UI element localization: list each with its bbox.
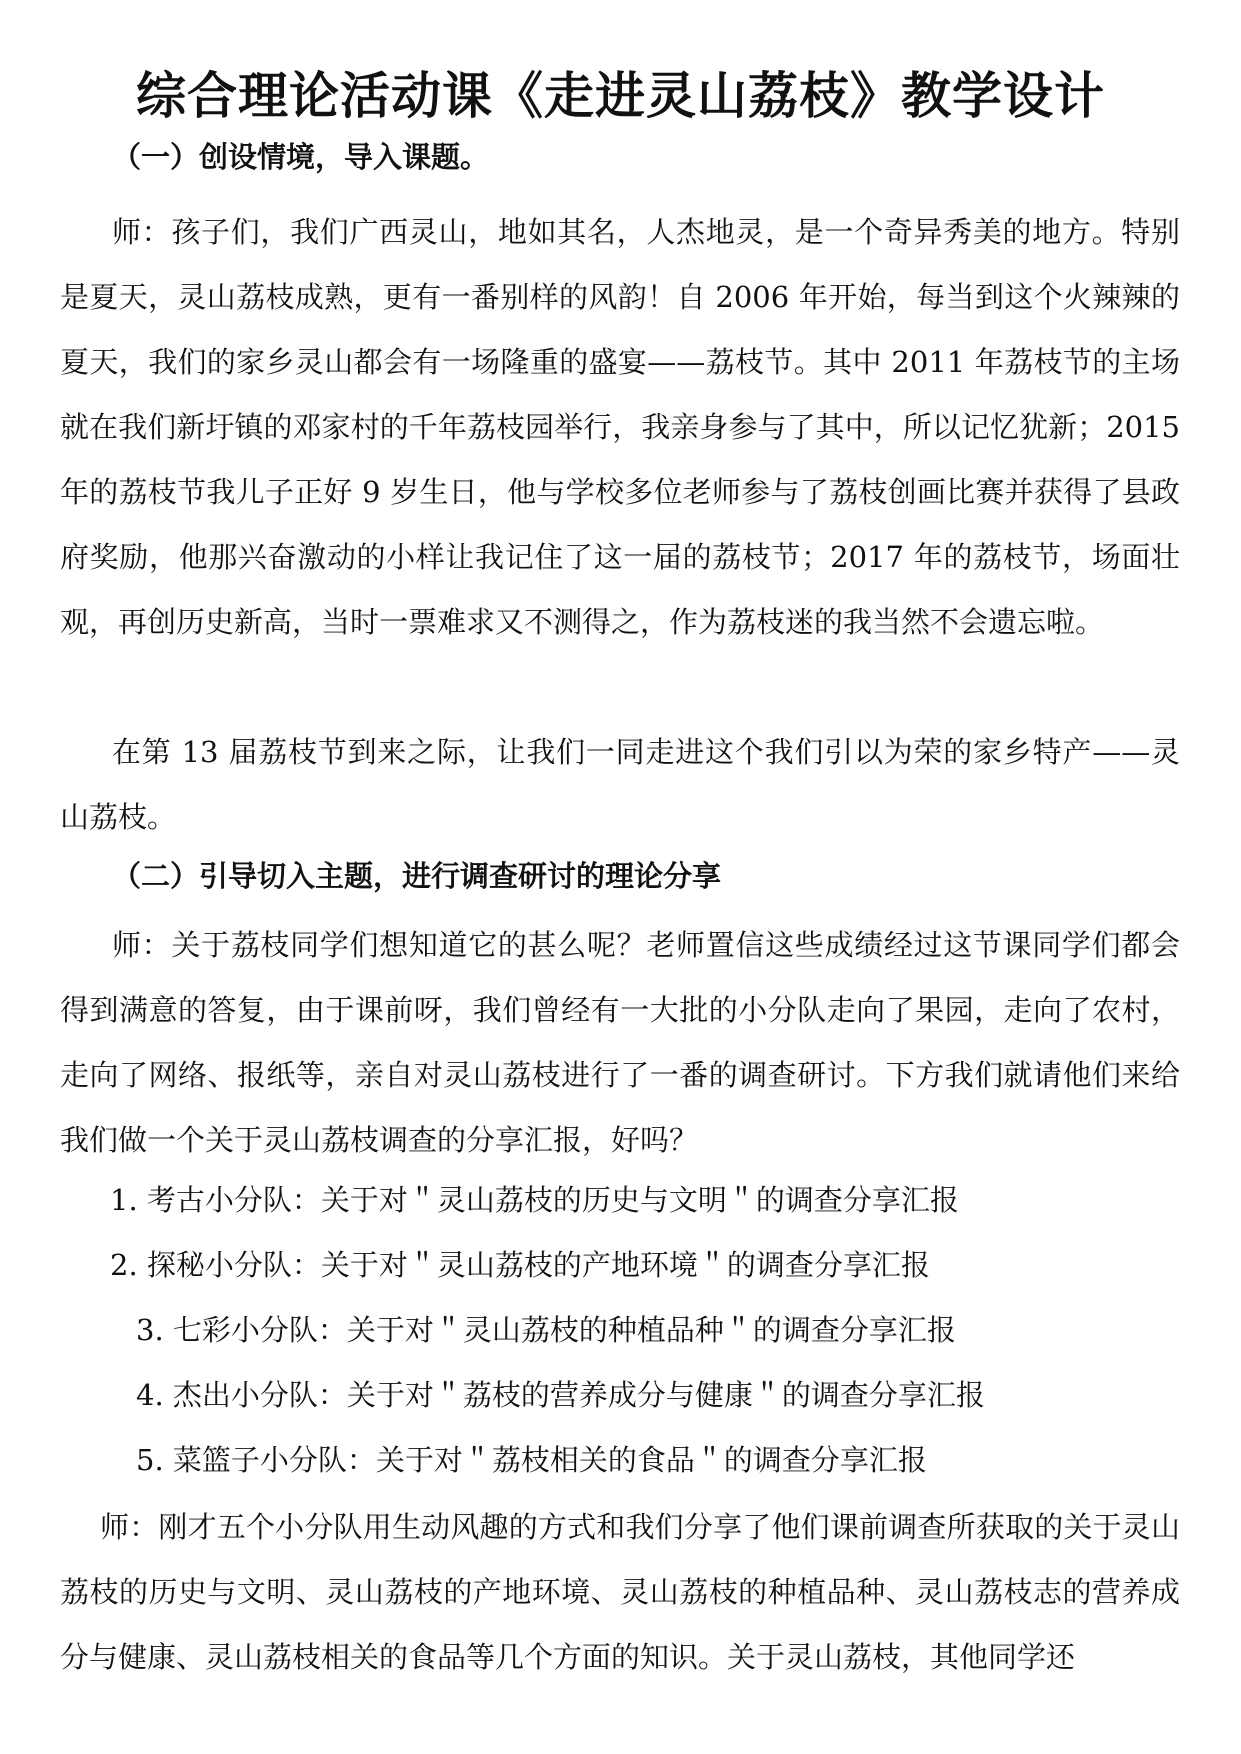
list-item: 5. 菜篮子小分队：关于对＂荔枝相关的食品＂的调查分享汇报	[136, 1443, 927, 1477]
section-1-paragraph-2: 在第 13 届荔枝节到来之际，让我们一同走进这个我们引以为荣的家乡特产——灵山荔枝。	[60, 735, 1180, 834]
list-item: 3. 七彩小分队：关于对＂灵山荔枝的种植品种＂的调查分享汇报	[136, 1313, 956, 1347]
section-2-intro: 师：关于荔枝同学们想知道它的甚么呢？老师置信这些成绩经过这节课同学们都会得到满意的答复，由于课前呀，我们曾经有一大批的小分队走向了果园，走向了农村，走向了网络、报纸等，亲自对灵山荔枝进行了一番的调查研讨。下方我们就请他们来给我们做一个关于灵山荔枝调查的分享汇报，好吗？	[60, 928, 1180, 1157]
section-1-heading: （一）创设情境，导入课题。	[112, 140, 490, 174]
section-2-closing: 师：刚才五个小分队用生动风趣的方式和我们分享了他们课前调查所获取的关于灵山荔枝的历史与文明、灵山荔枝的产地环境、灵山荔枝的种植品种、灵山荔枝志的营养成分与健康、灵山荔枝相关的食品等几个方面的知识。关于灵山荔枝，其他同学还	[60, 1510, 1180, 1674]
list-item: 4. 杰出小分队：关于对＂荔枝的营养成分与健康＂的调查分享汇报	[136, 1378, 985, 1412]
section-1-paragraph-1: 师：孩子们，我们广西灵山，地如其名，人杰地灵，是一个奇异秀美的地方。特别是夏天，灵山荔枝成熟，更有一番别样的风韵！自 2006 年开始，每当到这个火辣辣的夏天，我们的家乡灵山都会有一场隆重的盛宴——荔枝节。其中 2011 年荔枝节的主场就在我们新圩镇的邓家村的千年荔枝园举行，我亲身参与了其中，所以记忆犹新；2015 年的荔枝节我儿子正好 9 岁生日，他与学校多位老师参与了荔枝创画比赛并获得了县政府奖励，他那兴奋激动的小样让我记住了这一届的荔枝节；2017 年的荔枝节，场面壮观，再创历史新高，当时一票难求又不测得之，作为荔枝迷的我当然不会遗忘啦。	[60, 215, 1180, 639]
list-item: 1. 考古小分队：关于对＂灵山荔枝的历史与文明＂的调查分享汇报	[110, 1183, 959, 1217]
section-2-heading: （二）引导切入主题，进行调查研讨的理论分享	[112, 859, 722, 893]
document-title: 综合理论活动课《走进灵山荔枝》教学设计	[136, 67, 1105, 125]
list-item: 2. 探秘小分队：关于对＂灵山荔枝的产地环境＂的调查分享汇报	[110, 1248, 930, 1282]
